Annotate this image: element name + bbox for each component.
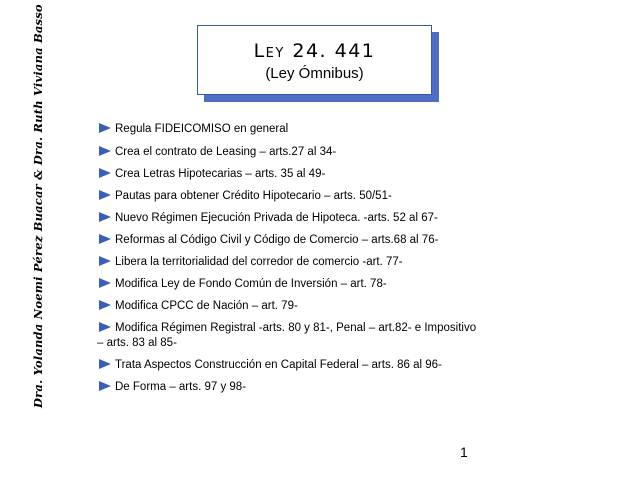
- bullet-text: Trata Aspectos Construcción en Capital Federal – arts. 86 al 96-: [115, 359, 442, 371]
- title-box: [197, 25, 432, 95]
- bullet-item: [97, 233, 477, 248]
- slide-subtitle: (Ley Ómnibus): [265, 65, 364, 82]
- bullet-item: [97, 145, 477, 160]
- bullet-item: [97, 189, 477, 204]
- arrow-bullet-icon: [99, 278, 111, 288]
- bullet-text: Pautas para obtener Crédito Hipotecario – arts. 50/51-: [115, 190, 392, 202]
- arrow-bullet-icon: [99, 123, 111, 133]
- bullet-text: Libera la territorialidad del corredor de comercio -art. 77-: [115, 256, 403, 268]
- bullet-text: Crea el contrato de Leasing – arts.27 al 34-: [115, 146, 337, 158]
- bullet-text: Modifica CPCC de Nación – art. 79-: [115, 300, 298, 312]
- arrow-bullet-icon: [99, 190, 111, 200]
- bullet-list: [97, 122, 477, 402]
- arrow-bullet-icon: [99, 300, 111, 310]
- bullet-item: [97, 122, 477, 137]
- bullet-text: Modifica Régimen Registral -arts. 80 y 81-, Penal – art.82- e Impositivo – arts. 83 al 85-: [97, 322, 477, 349]
- bullet-text: Nuevo Régimen Ejecución Privada de Hipoteca. -arts. 52 al 67-: [115, 212, 438, 224]
- bullet-text: Reformas al Código Civil y Código de Comercio – arts.68 al 76-: [115, 234, 439, 246]
- arrow-bullet-icon: [99, 146, 111, 156]
- author-credit: Dra. Yolanda Noemi Pérez Buacar & Dra. Ruth Viviana Basso: [31, 4, 45, 408]
- arrow-bullet-icon: [99, 322, 111, 332]
- bullet-text: Crea Letras Hipotecarias – arts. 35 al 49-: [115, 168, 326, 180]
- bullet-text: De Forma – arts. 97 y 98-: [115, 381, 247, 393]
- page-number: 1: [460, 444, 468, 460]
- arrow-bullet-icon: [99, 234, 111, 244]
- bullet-item: [97, 167, 477, 182]
- slide-title: Ley 24. 441: [253, 40, 376, 62]
- arrow-bullet-icon: [99, 256, 111, 266]
- bullet-item: [97, 380, 477, 395]
- arrow-bullet-icon: [99, 168, 111, 178]
- arrow-bullet-icon: [99, 212, 111, 222]
- bullet-item: [97, 321, 477, 351]
- bullet-item: [97, 358, 477, 373]
- arrow-bullet-icon: [99, 381, 111, 391]
- bullet-item: [97, 299, 477, 314]
- bullet-item: [97, 277, 477, 292]
- arrow-bullet-icon: [99, 359, 111, 369]
- bullet-text: Modifica Ley de Fondo Común de Inversión – art. 78-: [115, 278, 387, 290]
- bullet-item: [97, 211, 477, 226]
- bullet-item: [97, 255, 477, 270]
- bullet-text: Regula FIDEICOMISO en general: [115, 123, 289, 135]
